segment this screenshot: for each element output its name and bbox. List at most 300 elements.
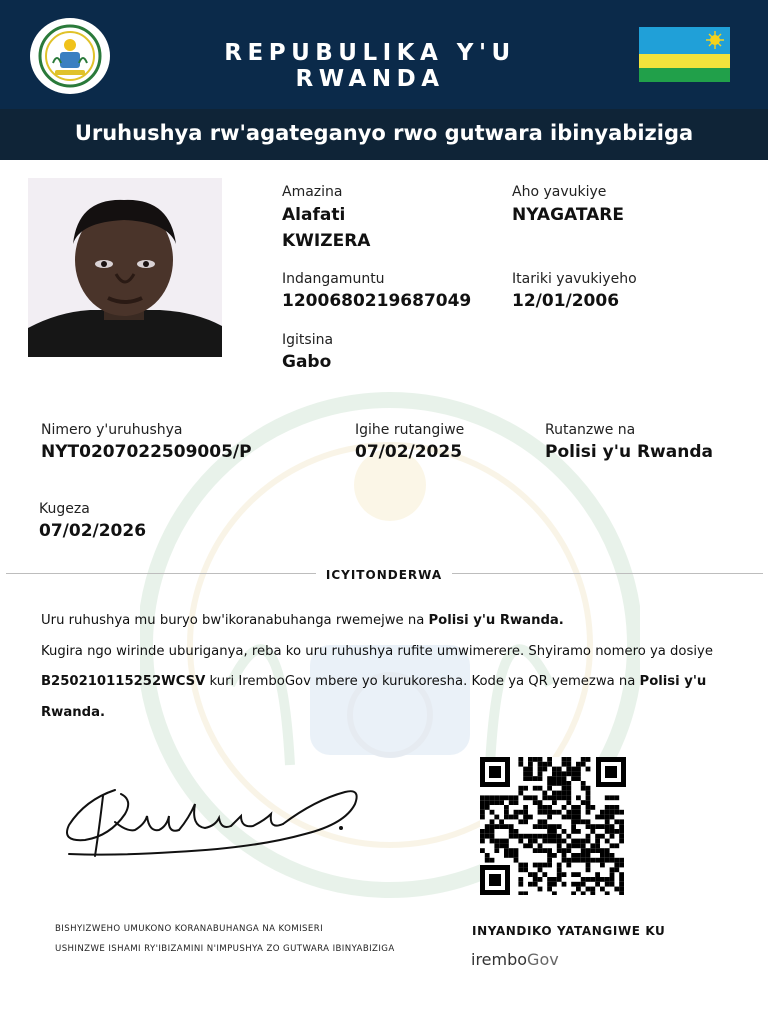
qr-module <box>514 810 519 815</box>
qr-module <box>600 863 605 868</box>
qr-module <box>576 795 581 800</box>
qr-module <box>518 882 523 887</box>
qr-module <box>605 853 610 858</box>
qr-module <box>595 882 600 887</box>
rwanda-flag-icon <box>639 27 730 82</box>
issued-on-label: INYANDIKO YATANGIWE KU <box>472 924 666 938</box>
qr-module <box>533 848 538 853</box>
qr-module <box>514 829 519 834</box>
qr-module <box>533 776 538 781</box>
qr-module <box>490 834 495 839</box>
qr-module <box>485 858 490 863</box>
qr-module <box>614 805 619 810</box>
qr-module <box>490 819 495 824</box>
qr-module <box>490 824 495 829</box>
qr-module <box>595 834 600 839</box>
qr-module <box>528 839 533 844</box>
license-number: NYT0207022509005/P <box>41 442 252 462</box>
qr-module <box>576 815 581 820</box>
qr-module <box>605 882 610 887</box>
qr-module <box>600 853 605 858</box>
qr-module <box>557 771 562 776</box>
qr-module <box>538 771 543 776</box>
qr-module <box>542 839 547 844</box>
qr-module <box>557 872 562 877</box>
qr-module <box>542 795 547 800</box>
qr-module <box>562 848 567 853</box>
qr-module <box>619 891 624 895</box>
qr-module <box>557 791 562 796</box>
qr-module <box>586 795 591 800</box>
qr-module <box>547 805 552 810</box>
qr-module <box>557 834 562 839</box>
qr-module <box>562 805 567 810</box>
qr-module <box>600 834 605 839</box>
qr-code <box>480 757 626 895</box>
qr-module <box>523 863 528 868</box>
qr-module <box>533 800 538 805</box>
qr-module <box>528 757 533 762</box>
notice-text-2: Kugira ngo wirinde uburiganya, reba ko uru ruhushya rufite umwimerere. Shyiramo nomero ya dosiye <box>41 643 713 659</box>
qr-module <box>538 805 543 810</box>
qr-module <box>576 819 581 824</box>
qr-module <box>576 887 581 892</box>
qr-module <box>490 858 495 863</box>
qr-module <box>499 824 504 829</box>
qr-module <box>605 839 610 844</box>
qr-module <box>614 810 619 815</box>
signature-caption-1: BISHYIZWEHO UMUKONO KORANABUHANGA NA KOMISERI <box>55 924 324 934</box>
qr-module <box>533 882 538 887</box>
qr-module <box>610 810 615 815</box>
notice-line-1 <box>41 606 731 637</box>
qr-module <box>566 781 571 786</box>
qr-module <box>538 800 543 805</box>
qr-module <box>547 853 552 858</box>
qr-module <box>523 786 528 791</box>
qr-module <box>533 872 538 877</box>
qr-module <box>590 858 595 863</box>
qr-module <box>586 767 591 772</box>
qr-module <box>619 819 624 824</box>
qr-module <box>528 815 533 820</box>
qr-module <box>509 848 514 853</box>
qr-module <box>590 805 595 810</box>
qr-module <box>542 848 547 853</box>
qr-module <box>538 767 543 772</box>
qr-module <box>610 877 615 882</box>
qr-module <box>571 853 576 858</box>
qr-module <box>552 767 557 772</box>
qr-module <box>586 819 591 824</box>
qr-module <box>614 829 619 834</box>
qr-module <box>586 877 591 882</box>
qr-module <box>571 829 576 834</box>
qr-module <box>518 867 523 872</box>
qr-module <box>542 863 547 868</box>
qr-module <box>552 839 557 844</box>
qr-module <box>552 891 557 895</box>
qr-module <box>518 863 523 868</box>
notice-police-1: Polisi y'u Rwanda. <box>428 613 564 628</box>
qr-module <box>552 829 557 834</box>
names-label: Amazina <box>282 184 343 200</box>
qr-module <box>557 867 562 872</box>
qr-module <box>518 791 523 796</box>
qr-module <box>528 795 533 800</box>
qr-module <box>538 848 543 853</box>
qr-module <box>605 829 610 834</box>
qr-module <box>595 815 600 820</box>
last-name: KWIZERA <box>282 231 371 251</box>
qr-module <box>485 834 490 839</box>
notice-paragraph <box>41 606 731 728</box>
qr-module <box>571 839 576 844</box>
qr-module <box>514 858 519 863</box>
qr-module <box>514 795 519 800</box>
qr-module <box>538 786 543 791</box>
qr-module <box>610 853 615 858</box>
qr-module <box>566 815 571 820</box>
qr-module <box>485 795 490 800</box>
qr-module <box>480 800 485 805</box>
qr-module <box>509 824 514 829</box>
qr-module <box>571 767 576 772</box>
republic-title: REPUBULIKA Y'U RWANDA <box>224 40 516 92</box>
qr-module <box>557 824 562 829</box>
issuer-label: Rutanzwe na <box>545 422 636 438</box>
qr-module <box>523 815 528 820</box>
qr-module <box>595 848 600 853</box>
qr-module <box>605 805 610 810</box>
qr-module <box>557 810 562 815</box>
qr-module <box>514 834 519 839</box>
qr-module <box>528 776 533 781</box>
expiry-date: 07/02/2026 <box>39 521 147 541</box>
qr-module <box>499 839 504 844</box>
qr-module <box>576 762 581 767</box>
qr-module <box>528 872 533 877</box>
qr-module <box>518 762 523 767</box>
notice-line-2 <box>41 637 731 729</box>
qr-module <box>586 800 591 805</box>
qr-module <box>557 776 562 781</box>
qr-module <box>547 887 552 892</box>
qr-module <box>581 858 586 863</box>
qr-module <box>557 877 562 882</box>
qr-module <box>523 795 528 800</box>
qr-module <box>552 776 557 781</box>
qr-module <box>518 891 523 895</box>
notice-title <box>0 568 768 582</box>
qr-module <box>552 810 557 815</box>
qr-module <box>586 757 591 762</box>
qr-module <box>576 872 581 877</box>
notice-text-3: kuri IremboGov mbere yo kurukoresha. Kode ya QR yemezwa na <box>205 674 640 689</box>
qr-module <box>586 848 591 853</box>
qr-module <box>509 815 514 820</box>
qr-module <box>547 834 552 839</box>
qr-module <box>499 843 504 848</box>
qr-module <box>586 867 591 872</box>
qr-module <box>494 839 499 844</box>
qr-module <box>528 882 533 887</box>
qr-module <box>538 824 543 829</box>
qr-module <box>610 824 615 829</box>
qr-module <box>514 853 519 858</box>
qr-module <box>480 805 485 810</box>
qr-module <box>552 781 557 786</box>
qr-module <box>590 848 595 853</box>
qr-module <box>562 781 567 786</box>
qr-module <box>571 824 576 829</box>
qr-module <box>590 824 595 829</box>
qr-module <box>538 762 543 767</box>
license-number-label: Nimero y'uruhushya <box>41 422 183 438</box>
qr-module <box>562 839 567 844</box>
qr-module <box>576 829 581 834</box>
qr-module <box>562 858 567 863</box>
qr-module <box>518 834 523 839</box>
qr-module <box>566 757 571 762</box>
qr-module <box>557 767 562 772</box>
qr-module <box>566 863 571 868</box>
irembo-wordmark: irembo <box>471 950 528 969</box>
qr-module <box>538 843 543 848</box>
sex-label: Igitsina <box>282 332 334 348</box>
id-number: 1200680219687049 <box>282 291 472 311</box>
qr-module <box>571 771 576 776</box>
qr-module <box>542 762 547 767</box>
qr-module <box>605 815 610 820</box>
qr-module <box>610 815 615 820</box>
qr-module <box>614 843 619 848</box>
qr-module <box>504 839 509 844</box>
qr-module <box>509 853 514 858</box>
signature-caption-2: USHINZWE ISHAMI RY'IBIZAMINI N'IMPUSHYA ZO GUTWARA IBINYABIZIGA <box>55 944 395 954</box>
qr-module <box>538 877 543 882</box>
qr-module <box>605 877 610 882</box>
qr-module <box>566 767 571 772</box>
qr-module <box>547 839 552 844</box>
qr-module <box>581 762 586 767</box>
qr-module <box>494 824 499 829</box>
qr-module <box>581 786 586 791</box>
qr-module <box>562 771 567 776</box>
qr-module <box>547 877 552 882</box>
qr-module <box>552 800 557 805</box>
notice-title-text: ICYITONDERWA <box>316 568 452 582</box>
qr-module <box>566 843 571 848</box>
qr-module <box>523 776 528 781</box>
first-name: Alafati <box>282 205 346 225</box>
dossier-code: B250210115252WCSV <box>41 674 206 689</box>
qr-module <box>557 781 562 786</box>
qr-module <box>576 767 581 772</box>
qr-module <box>523 771 528 776</box>
qr-module <box>571 872 576 877</box>
qr-module <box>485 829 490 834</box>
qr-module <box>576 843 581 848</box>
qr-module <box>595 858 600 863</box>
qr-module <box>542 819 547 824</box>
qr-module <box>581 819 586 824</box>
qr-module <box>518 757 523 762</box>
qr-module <box>562 829 567 834</box>
qr-module <box>547 829 552 834</box>
qr-module <box>614 858 619 863</box>
qr-module <box>581 877 586 882</box>
qr-module <box>619 872 624 877</box>
issued-label: Igihe rutangiwe <box>355 422 465 438</box>
qr-module <box>514 848 519 853</box>
qr-module <box>552 853 557 858</box>
qr-module <box>514 800 519 805</box>
qr-module <box>494 815 499 820</box>
qr-module <box>547 762 552 767</box>
qr-module <box>547 848 552 853</box>
qr-module <box>542 872 547 877</box>
qr-module <box>480 834 485 839</box>
qr-module <box>533 757 538 762</box>
qr-module <box>586 786 591 791</box>
qr-module <box>600 848 605 853</box>
sex-value: Gabo <box>282 352 332 372</box>
qr-module <box>619 810 624 815</box>
qr-module <box>610 805 615 810</box>
qr-module <box>595 877 600 882</box>
qr-module <box>542 791 547 796</box>
notice-police-2: Polisi y'u Rwanda. <box>41 674 707 720</box>
issuer-value: Polisi y'u Rwanda <box>545 442 713 462</box>
qr-module <box>586 791 591 796</box>
qr-module <box>581 843 586 848</box>
qr-module <box>485 800 490 805</box>
qr-module <box>566 810 571 815</box>
qr-module <box>600 887 605 892</box>
qr-module <box>523 767 528 772</box>
qr-module <box>566 858 571 863</box>
qr-module <box>557 839 562 844</box>
qr-module <box>562 791 567 796</box>
qr-module <box>562 757 567 762</box>
qr-module <box>538 863 543 868</box>
qr-module <box>547 863 552 868</box>
qr-module <box>528 834 533 839</box>
qr-module <box>614 867 619 872</box>
qr-module <box>528 762 533 767</box>
qr-module <box>595 824 600 829</box>
qr-module <box>552 877 557 882</box>
qr-module <box>480 839 485 844</box>
qr-module <box>547 776 552 781</box>
qr-module <box>494 848 499 853</box>
qr-module <box>619 824 624 829</box>
qr-module <box>610 858 615 863</box>
qr-module <box>581 891 586 895</box>
qr-module <box>562 853 567 858</box>
qr-module <box>480 848 485 853</box>
flag-green-band <box>639 68 730 82</box>
qr-module <box>566 786 571 791</box>
qr-module <box>576 771 581 776</box>
qr-module <box>485 853 490 858</box>
gov-wordmark: Gov <box>527 950 559 969</box>
qr-module <box>610 872 615 877</box>
qr-module <box>494 843 499 848</box>
qr-module <box>538 887 543 892</box>
qr-module <box>571 843 576 848</box>
qr-module <box>571 891 576 895</box>
qr-module <box>533 839 538 844</box>
issued-date: 07/02/2025 <box>355 442 463 462</box>
qr-module <box>528 771 533 776</box>
qr-module <box>504 853 509 858</box>
qr-module <box>538 819 543 824</box>
qr-module <box>533 795 538 800</box>
qr-module <box>542 824 547 829</box>
qr-module <box>619 882 624 887</box>
qr-module <box>610 795 615 800</box>
qr-module <box>595 843 600 848</box>
qr-module <box>571 810 576 815</box>
qr-module <box>533 863 538 868</box>
qr-module <box>586 810 591 815</box>
qr-module <box>605 819 610 824</box>
qr-module <box>586 887 591 892</box>
notice-text-1: Uru ruhushya mu buryo bw'ikoranabuhanga rwemejwe na <box>41 613 429 628</box>
qr-module <box>566 771 571 776</box>
qr-module <box>499 819 504 824</box>
qr-module <box>590 887 595 892</box>
flag-yellow-band <box>639 54 730 68</box>
qr-module <box>595 839 600 844</box>
qr-module <box>571 882 576 887</box>
qr-module <box>619 829 624 834</box>
qr-module <box>523 805 528 810</box>
qr-module <box>547 786 552 791</box>
qr-module <box>504 795 509 800</box>
qr-module <box>600 824 605 829</box>
qr-module <box>614 819 619 824</box>
qr-module <box>552 771 557 776</box>
qr-module <box>480 829 485 834</box>
qr-module <box>614 795 619 800</box>
qr-module <box>562 786 567 791</box>
qr-module <box>490 839 495 844</box>
qr-module <box>614 863 619 868</box>
qr-module <box>576 853 581 858</box>
qr-module <box>494 800 499 805</box>
qr-module <box>509 800 514 805</box>
qr-module <box>610 867 615 872</box>
qr-module <box>494 795 499 800</box>
qr-module <box>542 805 547 810</box>
qr-module <box>547 815 552 820</box>
qr-module <box>590 891 595 895</box>
qr-module <box>504 810 509 815</box>
qr-module <box>542 767 547 772</box>
qr-module <box>590 877 595 882</box>
qr-module <box>547 858 552 863</box>
qr-module <box>590 843 595 848</box>
dob-label: Itariki yavukiyeho <box>512 271 637 287</box>
qr-module <box>490 810 495 815</box>
qr-module <box>566 795 571 800</box>
qr-module <box>586 824 591 829</box>
qr-module <box>518 819 523 824</box>
qr-module <box>547 781 552 786</box>
